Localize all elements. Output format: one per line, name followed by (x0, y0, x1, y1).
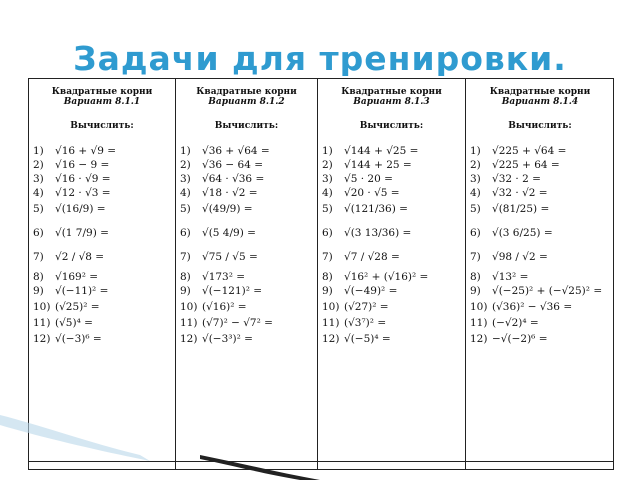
exercise-expression: √(−25)² + (−√25)² = (492, 285, 603, 297)
exercise-item (33, 285, 108, 298)
exercise-number: 6) (322, 227, 333, 239)
exercise-item (470, 301, 572, 314)
exercise-number: 4) (33, 187, 44, 199)
exercise-item (322, 301, 389, 314)
exercise-number: 9) (33, 285, 44, 297)
exercise-item (470, 251, 548, 264)
variant-label: Вариант 8.1.2 (208, 97, 285, 107)
exercise-item (322, 317, 386, 330)
exercise-item (180, 187, 258, 200)
exercise-expression: √225 + 64 = (492, 159, 560, 171)
exercise-number: 5) (180, 203, 191, 215)
exercise-expression: √32 · 2 = (492, 173, 541, 185)
exercise-expression: √(3 13/36) = (344, 227, 412, 239)
column-heading: Квадратные корни (196, 87, 297, 97)
exercise-number: 1) (33, 145, 44, 157)
exercise-expression: √7 / √28 = (344, 251, 400, 263)
exercise-expression: (√3⁷)² = (344, 317, 387, 329)
exercise-number: 11) (322, 317, 340, 329)
column-heading: Квадратные корни (341, 87, 442, 97)
exercise-item (33, 301, 100, 314)
exercise-expression: √225 + √64 = (492, 145, 567, 157)
exercise-number: 6) (470, 227, 481, 239)
exercise-expression: √(−5)⁴ = (344, 333, 391, 345)
exercise-number: 3) (470, 173, 481, 185)
exercise-item (470, 271, 528, 284)
exercise-item (322, 145, 418, 158)
exercise-expression: √18 · √2 = (202, 187, 258, 199)
exercise-item (33, 145, 116, 158)
exercise-item (322, 251, 400, 264)
exercise-item (180, 301, 247, 314)
exercise-item (322, 187, 400, 200)
exercise-expression: √20 · √5 = (344, 187, 400, 199)
exercise-item (33, 173, 111, 186)
exercise-number: 10) (33, 301, 51, 313)
exercise-expression: (−√2)⁴ = (492, 317, 539, 329)
exercise-number: 10) (322, 301, 340, 313)
exercise-item (33, 203, 106, 216)
exercise-item (180, 271, 245, 284)
exercise-number: 5) (322, 203, 333, 215)
exercise-item (470, 317, 539, 330)
exercise-number: 11) (180, 317, 198, 329)
exercise-number: 10) (470, 301, 488, 313)
exercise-number: 7) (33, 251, 44, 263)
exercise-number: 8) (470, 271, 481, 283)
exercise-item (322, 333, 391, 346)
exercise-item (33, 317, 93, 330)
exercise-number: 8) (33, 271, 44, 283)
variant-label: Вариант 8.1.3 (353, 97, 430, 107)
exercise-expression: √75 / √5 = (202, 251, 258, 263)
exercise-item (180, 145, 270, 158)
exercise-expression: (√36)² − √36 = (492, 301, 573, 313)
exercise-item (470, 227, 553, 240)
exercise-number: 4) (322, 187, 333, 199)
variant-column-4 (466, 79, 614, 470)
variant-column-1 (29, 79, 175, 470)
exercise-expression: √64 · √36 = (202, 173, 265, 185)
exercise-item (322, 159, 412, 172)
exercise-item (180, 227, 256, 240)
exercise-item (180, 173, 264, 186)
exercise-expression: √32 · √2 = (492, 187, 548, 199)
exercise-expression: √(121/36) = (344, 203, 408, 215)
exercise-number: 1) (322, 145, 333, 157)
variant-column-3 (318, 79, 465, 470)
exercise-expression: √(−121)² = (202, 285, 263, 297)
exercise-number: 7) (180, 251, 191, 263)
exercise-expression: √(5 4/9) = (202, 227, 256, 239)
exercise-expression: √13² = (492, 271, 529, 283)
exercise-item (470, 173, 541, 186)
variant-label: Вариант 8.1.4 (501, 97, 579, 107)
exercise-expression: √173² = (202, 271, 246, 283)
exercise-number: 1) (470, 145, 481, 157)
exercise-expression: √(49/9) = (202, 203, 253, 215)
variant-column-2 (176, 79, 317, 470)
exercise-item (180, 333, 253, 346)
exercise-number: 12) (180, 333, 198, 345)
exercise-expression: (√25)² = (55, 301, 100, 313)
instruction-label: Вычислить: (508, 121, 572, 131)
exercise-expression: (√7)² − √7² = (202, 317, 273, 329)
exercise-item (322, 203, 408, 216)
exercise-expression: √(−3³)² = (202, 333, 253, 345)
exercise-number: 8) (180, 271, 191, 283)
exercise-number: 3) (180, 173, 191, 185)
exercise-expression: √169² = (55, 271, 99, 283)
exercise-item (322, 173, 393, 186)
exercise-number: 4) (180, 187, 191, 199)
exercise-number: 8) (322, 271, 333, 283)
exercise-item (180, 251, 258, 264)
exercise-expression: √(3 6/25) = (492, 227, 553, 239)
exercise-item (33, 187, 111, 200)
exercise-expression: √(81/25) = (492, 203, 550, 215)
exercise-table (28, 78, 614, 470)
column-heading: Квадратные корни (489, 87, 591, 97)
exercise-number: 12) (470, 333, 488, 345)
exercise-expression: (√27)² = (344, 301, 389, 313)
exercise-item (33, 271, 98, 284)
exercise-number: 3) (322, 173, 333, 185)
exercise-expression: √2 / √8 = (55, 251, 105, 263)
exercise-expression: √98 / √2 = (492, 251, 548, 263)
exercise-item (322, 271, 428, 284)
exercise-item (180, 285, 262, 298)
exercise-item (470, 203, 549, 216)
exercise-item (470, 159, 560, 172)
exercise-expression: √36 + √64 = (202, 145, 270, 157)
exercise-item (470, 187, 548, 200)
exercise-number: 3) (33, 173, 44, 185)
exercise-number: 10) (180, 301, 198, 313)
exercise-expression: √16 + √9 = (55, 145, 117, 157)
exercise-expression: √(16/9) = (55, 203, 106, 215)
instruction-label: Вычислить: (359, 121, 424, 131)
exercise-expression: −√(−2)⁶ = (492, 333, 548, 345)
exercise-number: 4) (470, 187, 481, 199)
exercise-expression: √16 − 9 = (55, 159, 110, 171)
exercise-item (470, 285, 602, 298)
exercise-number: 6) (33, 227, 44, 239)
exercise-item (180, 203, 253, 216)
instruction-label: Вычислить: (70, 121, 134, 131)
exercise-number: 2) (180, 159, 191, 171)
exercise-number: 11) (470, 317, 488, 329)
exercise-number: 7) (470, 251, 481, 263)
exercise-expression: √16² + (√16)² = (344, 271, 429, 283)
exercise-number: 9) (180, 285, 191, 297)
exercise-expression: √(−3)⁶ = (55, 333, 102, 345)
exercise-item (470, 333, 548, 346)
exercise-expression: √16 · √9 = (55, 173, 111, 185)
exercise-expression: √(−11)² = (55, 285, 109, 297)
exercise-item (322, 285, 397, 298)
instruction-label: Вычислить: (214, 121, 279, 131)
exercise-number: 11) (33, 317, 51, 329)
exercise-number: 2) (470, 159, 481, 171)
exercise-expression: √36 − 64 = (202, 159, 264, 171)
exercise-item (33, 251, 104, 264)
exercise-item (33, 333, 102, 346)
exercise-item (180, 159, 263, 172)
exercise-number: 7) (322, 251, 333, 263)
exercise-expression: √(1 7/9) = (55, 227, 109, 239)
exercise-expression: (√16)² = (202, 301, 247, 313)
exercise-item (180, 317, 273, 330)
page-title: Задачи для тренировки. (73, 39, 567, 76)
exercise-number: 1) (180, 145, 191, 157)
exercise-expression: √144 + √25 = (344, 145, 419, 157)
exercise-number: 9) (470, 285, 481, 297)
exercise-item (33, 159, 109, 172)
exercise-expression: (√5)⁴ = (55, 317, 93, 329)
exercise-number: 2) (322, 159, 333, 171)
exercise-number: 2) (33, 159, 44, 171)
exercise-expression: √144 + 25 = (344, 159, 412, 171)
exercise-number: 5) (33, 203, 44, 215)
exercise-number: 9) (322, 285, 333, 297)
exercise-number: 12) (33, 333, 51, 345)
exercise-item (470, 145, 566, 158)
column-heading: Квадратные корни (51, 87, 153, 97)
exercise-item (33, 227, 109, 240)
exercise-number: 12) (322, 333, 340, 345)
exercise-number: 5) (470, 203, 481, 215)
exercise-expression: √12 · √3 = (55, 187, 111, 199)
exercise-item (322, 227, 411, 240)
exercise-expression: √(−49)² = (344, 285, 398, 297)
exercise-expression: √5 · 20 = (344, 173, 393, 185)
variant-label: Вариант 8.1.1 (63, 97, 141, 107)
exercise-number: 6) (180, 227, 191, 239)
